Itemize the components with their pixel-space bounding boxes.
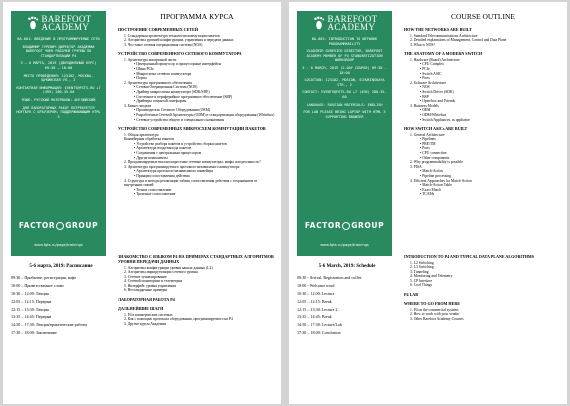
schedule-block — [297, 264, 397, 338]
outline-sections — [118, 27, 276, 197]
lab-requirements: ДЛЯ ЛАБОРАТОРНЫХ РАБОТ ПОТРЕБУЕТСЯ НОУТБУК С БРАУЗЕРОМ, ПОДДЕРЖИВАЮЩИМ HTML 5 — [16, 105, 101, 119]
outline-subitem: • Точное сопоставление — [118, 188, 276, 193]
website-link[interactable]: www.fgts.ru/page/trainings — [320, 243, 369, 247]
schedule-item: 12:05 – 12:15: Break — [297, 298, 332, 304]
schedule-item: 12:05 – 12:15: Перерыв — [11, 298, 52, 304]
outline-subitem: • OEM — [404, 108, 562, 113]
outline-item: 2. Программируемые высокоскоростные сетевые коммутаторы: мифы или реальность? — [124, 160, 261, 165]
barefoot-academy-logo — [297, 15, 392, 31]
schedule-block — [11, 264, 111, 338]
outline-subitem: • Open/box and Friends — [404, 99, 562, 104]
outline-item: 1. P4 в коммерческих системах — [124, 312, 173, 317]
barefoot-academy-logo — [11, 15, 106, 31]
outline-item: 3. Business Models — [410, 103, 439, 108]
outline-item: 6. Cool Things — [410, 283, 432, 288]
outline-subitem: • Производитель Сетевого Оборудования (OEM) — [118, 108, 276, 113]
outline-item: 3. PISA — [410, 164, 422, 169]
outline-item: 2. L3 Switching — [410, 265, 434, 270]
outline-item: 2. How to work with your vendor — [410, 312, 460, 317]
outline-subitem: • Устройство разбора пакетов и устройство сборки пакетов — [118, 142, 276, 147]
outline-subitem: • Архитектура входа/выхода пакетов — [118, 146, 276, 151]
outline-subitem: • NOS — [404, 85, 562, 90]
factor-word: FACTOR — [18, 221, 56, 230]
outline-item: 1. General Architecture — [410, 132, 445, 137]
logo-line-2: ACADEMY — [327, 22, 376, 32]
logo-line-2: ACADEMY — [41, 22, 90, 32]
flyer-russian — [3, 2, 281, 404]
outline-subitem: • TCAMs — [404, 192, 562, 197]
outline-sections — [404, 27, 562, 197]
instructor-info: VLADIMIR GUREVICH DIRECTOR, BAREFOOT ACADEMY MEMBER OF P4 STANDARTIZATION WORKGROUP — [306, 49, 383, 63]
outline-item: 1. Алгоритмы конфигурации уровня канала данных (L2) — [124, 265, 213, 270]
outline-item: 2. Detailed explanations of Management, Control and Data Plane — [410, 38, 507, 43]
section-heading: ЛАБОРАТОРНАЯ РАБОТА P4 — [118, 297, 175, 303]
outline-subitem: • Сетевые устройства общего и специального назначения — [118, 118, 276, 123]
outline-item: 1. Стандартная архитектура технологии коммутации пакетов — [124, 33, 220, 38]
course-dates: 5 – 6 МАРТА, 2019 (ДВУХДНЕВНЫЙ КУРС) 09:30 – 18:00 — [20, 61, 97, 70]
outline-item: 3. Что такое сетевая операционная система (NOS) — [124, 42, 203, 47]
section-heading: HOW THE NETWORKS ARE BUILT — [404, 27, 472, 32]
outline-item: 5. Интерфейс уровня управления — [124, 283, 176, 288]
schedule-item: 10:30 – 12:00: Лекция — [11, 290, 49, 296]
section-heading: УСТРОЙСТВО СОВРЕМЕННОГО СЕТЕВОГО КОММУТАТОРА — [118, 51, 242, 57]
outline-subitem: • Match-Action Table — [404, 183, 562, 188]
outline-item: 4. Сетевой мониторинг и телеметрия — [124, 279, 183, 284]
ring-icon — [56, 222, 64, 230]
course-location: LOCATION: 123182, MOSCOW, SCHUKINSKAYA STR., 2 — [304, 78, 385, 87]
logo-line-1: BAREFOOT — [41, 14, 92, 24]
outline-item: 3. Другие курсы Академии — [124, 321, 167, 326]
outline-item: 1. Архитектура аппаратной части — [124, 57, 177, 62]
outline-item: 2. Software Architecture — [410, 80, 447, 85]
schedule-item: 13:35 – 14:45: Break — [297, 314, 332, 320]
schedule-item: 12:15 – 13:30: Lecture 2 — [297, 306, 338, 312]
section-heading: УСТРОЙСТВО СОВРЕМЕННЫХ МИКРОСХЕМ КОММУТАЦИИ ПАКЕТОВ — [118, 126, 266, 132]
schedule-item: 17:30 – 18:00: Conclusion — [297, 330, 341, 336]
schedule-item: 14:50 – 17:30: Lecture/Lab — [297, 322, 342, 328]
website-link[interactable]: www.fgts.ru/page/trainings — [34, 243, 83, 247]
schedule-title: 5-6 March, 2019: Schedule — [318, 264, 376, 269]
outline-item: 3. Tunneling — [410, 269, 429, 274]
outline-subitem: • Микросхема сетевого коммутатора — [118, 72, 276, 77]
outline-item: 1. Standard Telecommunications Architecture — [410, 33, 478, 38]
lab-requirements: FOR LAB PLEASE BRING LAPTOP WITH HTML 5 SUPPORTING BROWSER — [303, 110, 386, 119]
outline-subitem: • Разработчики Сетевой Архитектуры (ODM) и стандартизация оборудования (Whitebox) — [118, 113, 276, 118]
outline-item: 1. L2 Switching — [410, 260, 434, 265]
outline-subitem: • Шина PCIe — [118, 67, 276, 72]
outline-subitem: • Троичное сопоставление — [118, 192, 276, 197]
outline-subitem: • Драйверы открытой платформы — [118, 99, 276, 104]
instructor-info: ВЛАДИМИР ГУРЕВИЧ ДИРЕКТОР АКАДЕМИИ BAREFOOT ЧЛЕН РАБОЧЕЙ ГРУППЫ ПО СТАНДАРТИЗАЦИИ P4 — [22, 44, 95, 58]
flyer-english — [289, 2, 567, 404]
outline-item: 4. Monitoring and Telemetry — [410, 274, 453, 279]
outline-subitem: • Exact Match — [404, 188, 562, 193]
outline-subitem: • BSP — [404, 95, 562, 100]
section-heading: HOW SWITCH ASICs ARE BUILT — [404, 126, 468, 132]
outline-item: 2. Архитектура программного обеспечения — [124, 80, 192, 85]
outline-item: 2. Как с помощью протокола оборудования, программируемого на P4 — [124, 317, 233, 322]
course-title: BA-001: INTRODUCTION TO NETWORK PROGRAMMABILITY — [311, 37, 378, 46]
outline-subitem: • Switch ASIC — [404, 72, 562, 77]
factor-group-logo — [11, 221, 106, 230]
outline-subitem: • Ports — [404, 76, 562, 81]
section-heading: ПОСТРОЕНИЕ СОВРЕМЕННЫХ СЕТЕЙ — [118, 27, 199, 32]
outline-item: 4. Efficient Approaches for Match-Action — [410, 178, 472, 183]
outline-item: 6. Нестандартные примеры — [124, 288, 167, 293]
outline-item: 3. Архитектура программируемого протоколо-независимого коммутатора — [124, 164, 240, 169]
course-outline — [118, 12, 276, 197]
schedule-item: 09:30 – Прибытие, регистрация, кофе — [11, 275, 77, 280]
outline-subitem: • Match-Action — [404, 169, 562, 174]
schedule-item: 14:50 – 17:30: Лекция/практические работы — [11, 322, 88, 328]
outline-subitem: • Соединения с центральным процессором — [118, 151, 276, 156]
schedule-list — [11, 275, 111, 336]
outline-subitem: • Системное и периферийное программное обеспечение (SBP) — [118, 95, 276, 100]
outline-subitem: • Драйвер микросхемы коммутатора (SDK/SDE) — [118, 90, 276, 95]
outline-item: 5. CP Interface — [410, 278, 433, 283]
outline-subitem: • ODM/Whitebox — [404, 113, 562, 118]
schedule-list — [297, 275, 397, 336]
footprint-icon — [312, 16, 326, 30]
outline-subitem: • Порты — [118, 76, 276, 81]
outline-title: COURSE OUTLINE — [451, 12, 515, 21]
course-title: BA-001: ВВЕДЕНИЕ В ПРОГРАММИРУЕМЫЕ СЕТИ — [17, 37, 100, 41]
section-heading: ЗНАКОМСТВО С ЯЗЫКОМ P4 НА ПРИМЕРАХ СТАНДАРТНЫХ АЛГОРИТМОВ УРОВНЯ ПЕРЕДАЧИ ДАННЫХ — [118, 254, 274, 264]
outline-item: 3. Бизнес-модели — [124, 103, 152, 108]
contact-info: КОНТАКТНАЯ ИНФОРМАЦИЯ: EVENTS@FGTS.RU +7 (495) 280-35-60 — [16, 85, 101, 95]
outline-extra-sections — [404, 250, 562, 321]
outline-item: 2. Алгоритмы уровней конфигурации, управления и передачи данных — [124, 38, 234, 43]
outline-item: 2. Why programmability is possible — [410, 160, 463, 165]
outline-subitem: • PRE/TM — [404, 142, 562, 147]
schedule-item: 13:35 – 14:45: Перерыв — [11, 314, 52, 320]
outline-item: 3. What is NOS? — [410, 42, 435, 47]
outline-item: 2. Алгоритмы маршрутизации сетевого уровня — [124, 270, 198, 275]
outline-subitem: • Switch Driver (SDK) — [404, 90, 562, 95]
section-heading: WHERE TO GO FROM HERE — [404, 301, 461, 307]
schedule-item: 10:30 – 12:00: Lecture — [297, 290, 335, 296]
contact-info: CONTACT: EVENTS@FGTS.RU +7 (495) 280-35-60 — [302, 90, 387, 99]
schedule-item: 10:00 – Приветственное слово — [11, 282, 64, 288]
schedule-item: 10:00 - Welcome word — [297, 282, 335, 288]
section-heading: THE ANATOMY OF A MODERN SWITCH — [404, 51, 483, 57]
outline-subitem: • Другие компоненты — [118, 156, 276, 161]
language-info: LANGUAGE: RUSSIAN MATERIALS: ENGLISH — [306, 102, 383, 107]
outline-subitem: • Pipeline processing — [404, 174, 562, 179]
outline-subitem: • CPU connection — [404, 151, 562, 156]
section-heading: ДАЛЬНЕЙШИЕ ШАГИ — [118, 306, 164, 312]
outline-title: ПРОГРАММА КУРСА — [160, 12, 234, 21]
ring-icon — [342, 222, 350, 230]
outline-item: Конвейерная обработка пакетов — [124, 137, 175, 142]
section-heading: INTRODUCTION TO P4 AND TYPICAL DATA PLANE ALGORITHMS — [404, 254, 535, 259]
outline-subitem: • Центральный процессор и процессорные интерфейсы — [118, 62, 276, 67]
schedule-title: 5-6 марта, 2019: Расписание — [29, 264, 93, 269]
outline-item: 1. Hardware (Board) Architecture — [410, 57, 460, 62]
course-location: МЕСТО ПРОВЕДЕНИЯ: 123182, МОСКВА, ЩУКИНСКАЯ УЛ., 2 — [23, 73, 94, 83]
language-info: ЯЗЫК: РУССКИЙ МАТЕРИАЛЫ: АНГЛИЙСКИЙ — [21, 97, 96, 102]
outline-subitem: • Other components — [404, 156, 562, 161]
logo-line-1: BAREFOOT — [327, 14, 378, 24]
course-outline — [404, 12, 562, 197]
factor-group-logo — [297, 221, 392, 230]
schedule-item: 17:30 – 18:00: Заключение — [11, 330, 57, 336]
outline-item: 3. Other Barefoot Academy Courses — [410, 316, 464, 321]
outline-subitem: • Архитектура протоколо-независимого конвейера — [118, 169, 276, 174]
outline-item: 1. P4 on the commercial systems — [410, 307, 459, 312]
outline-subitem: • Ports — [404, 146, 562, 151]
factor-word: FACTOR — [304, 221, 342, 230]
outline-subitem: • CPU Complex — [404, 62, 562, 67]
schedule-item: 12:15 – 13:30: Лекция — [11, 306, 49, 312]
outline-item: 1. Общая архитектура — [124, 132, 159, 137]
outline-item: 3. Сетевое туннелирование — [124, 274, 167, 279]
outline-item: 4. Структура и методы реализации таблиц сопоставления действия с сохранением ее внутренних связей — [124, 178, 258, 188]
schedule-item: 09:30 - Arrival, Registration and coffee — [297, 275, 362, 280]
outline-subitem: • Switch/Appliances, as appliance — [404, 118, 562, 123]
course-dates: 5 - 6 MARCH, 2019 (2-DAY COURSE) 09:30 - 18:00 — [302, 65, 387, 75]
outline-subitem: • Принцип сопоставления действия — [118, 174, 276, 179]
outline-subitem: • Pipelines — [404, 137, 562, 142]
group-word: GROUP — [65, 221, 99, 230]
course-info-panel — [11, 11, 106, 256]
outline-subitem: • PCIe — [404, 67, 562, 72]
footprint-icon — [26, 16, 40, 30]
course-info-panel — [297, 11, 392, 256]
section-heading: P4 LAB — [404, 292, 418, 298]
group-word: GROUP — [351, 221, 385, 230]
outline-extra-sections — [118, 250, 276, 326]
outline-subitem: • Сетевая Операционная Система (NOS) — [118, 85, 276, 90]
